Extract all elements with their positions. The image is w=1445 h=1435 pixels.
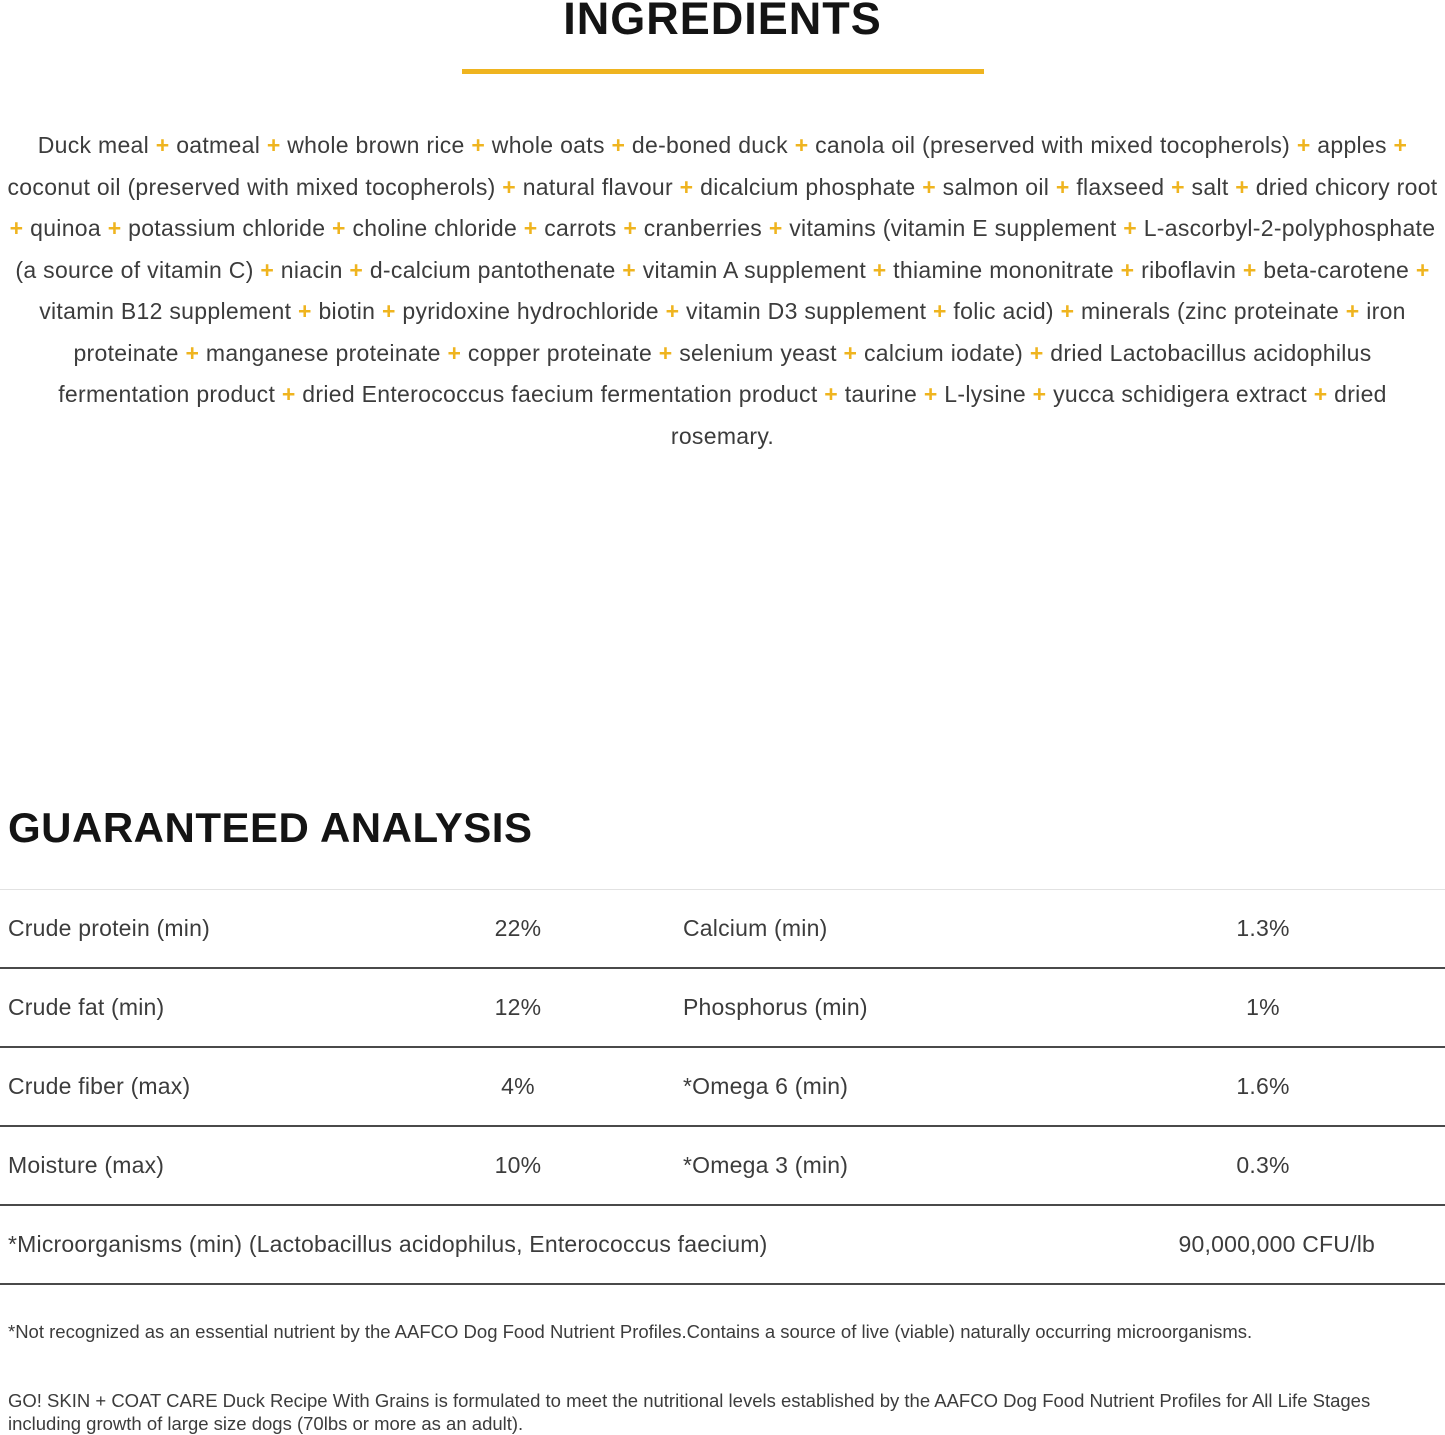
plus-separator: + — [843, 339, 858, 366]
row-value: 10% — [494, 1152, 542, 1178]
plus-separator: + — [266, 132, 281, 158]
plus-separator: + — [872, 256, 887, 283]
row-label: Crude fiber (max) — [8, 1073, 191, 1099]
plus-separator: + — [794, 132, 809, 158]
row-value: 22% — [494, 915, 542, 941]
plus-separator: + — [1032, 381, 1047, 407]
guaranteed-analysis-section — [0, 806, 1445, 1435]
plus-separator: + — [768, 215, 783, 241]
plus-separator: + — [281, 381, 296, 407]
row-label: Crude protein (min) — [8, 915, 210, 941]
plus-separator: + — [9, 215, 24, 241]
row-value: 0.3% — [1236, 1152, 1290, 1178]
plus-separator: + — [1393, 132, 1408, 158]
plus-separator: + — [447, 339, 462, 366]
plus-separator: + — [381, 298, 396, 324]
row-value: 1.6% — [1236, 1073, 1290, 1099]
plus-separator: + — [622, 256, 636, 283]
plus-separator: + — [932, 298, 947, 324]
row-value: 1.3% — [1236, 915, 1290, 941]
row-value: 4% — [501, 1073, 535, 1099]
guaranteed-analysis-title: GUARANTEED ANALYSIS — [8, 804, 533, 851]
row-label: Phosphorus (min) — [683, 994, 868, 1020]
row-value: 90,000,000 CFU/lb — [1178, 1231, 1375, 1257]
ingredients-title: INGREDIENTS — [563, 0, 882, 44]
plus-separator: + — [471, 132, 486, 158]
title-underline — [462, 69, 984, 74]
table-row — [0, 969, 1445, 1048]
plus-separator: + — [824, 381, 838, 407]
plus-separator: + — [502, 173, 517, 200]
plus-separator: + — [1171, 173, 1185, 200]
plus-separator: + — [923, 381, 938, 407]
plus-separator: + — [260, 256, 275, 283]
row-label: *Microorganisms (min) (Lactobacillus acidophilus, Enterococcus faecium) — [8, 1231, 768, 1257]
plus-separator: + — [611, 132, 626, 158]
plus-separator: + — [298, 298, 312, 324]
analysis-table — [0, 889, 1445, 1285]
row-label: *Omega 3 (min) — [683, 1152, 849, 1178]
ingredients-text: Duck meal + oatmeal + whole brown rice + whole oats + de-boned duck + canola oil (preserved with mixed tocopherols) + apples + coconut oil (preserved with mixed tocopherols) + natural flavour + dicalcium phosphate + salmon oil + flaxseed + salt + dried chicory root + quinoa + potassium chloride + choline chloride + carrots + cranberries + vitamins (vitamin E supplement + L-ascorbyl-2-polyphosphate (a source of vitamin C) + niacin + d-calcium pantothenate + vitamin A supplement + thiamine mononitrate + riboflavin + beta-carotene + vitamin B12 supplement + biotin + pyridoxine hydrochloride + vitamin D3 supplement + folic acid) + minerals (zinc proteinate + iron proteinate + manganese proteinate + copper proteinate + selenium yeast + calcium iodate) + dried Lactobacillus acidophilus fermentation product + dried Enterococcus faecium fermentation product + taurine + L-lysine + yucca schidigera extract + dried rosemary. — [7, 132, 1438, 449]
plus-separator: + — [922, 173, 936, 200]
plus-separator: + — [665, 298, 680, 324]
footnote-formulation: GO! SKIN + COAT CARE Duck Recipe With Grains is formulated to meet the nutritional levels established by the AAFCO Dog Food Nutrient Profiles for All Life Stages including growth of large size dogs (70lbs or more as an adult). — [8, 1390, 1371, 1434]
footnote-aafco: *Not recognized as an essential nutrient by the AAFCO Dog Food Nutrient Profiles.Contains a source of live (viable) naturally occurring microorganisms. — [8, 1321, 1253, 1342]
row-label: Calcium (min) — [683, 915, 828, 941]
plus-separator: + — [623, 215, 638, 241]
table-row — [0, 890, 1445, 969]
plus-separator: + — [1120, 256, 1135, 283]
plus-separator: + — [1296, 132, 1311, 158]
row-value: 1% — [1246, 994, 1280, 1020]
plus-separator: + — [523, 215, 538, 241]
plus-separator: + — [1123, 215, 1137, 241]
row-label: Moisture (max) — [8, 1152, 165, 1178]
plus-separator: + — [1235, 173, 1249, 200]
plus-separator: + — [1055, 173, 1070, 200]
table-row — [0, 1048, 1445, 1127]
ingredients-header — [0, 0, 1445, 74]
table-row-microorganisms — [0, 1206, 1445, 1285]
plus-separator: + — [1415, 256, 1430, 283]
plus-separator: + — [1060, 298, 1075, 324]
plus-separator: + — [155, 132, 170, 158]
row-label: *Omega 6 (min) — [683, 1073, 849, 1099]
plus-separator: + — [679, 173, 694, 200]
plus-separator: + — [332, 215, 346, 241]
plus-separator: + — [185, 339, 200, 366]
plus-separator: + — [1242, 256, 1257, 283]
table-row — [0, 1127, 1445, 1206]
plus-separator: + — [1029, 339, 1044, 366]
plus-separator: + — [1313, 381, 1328, 407]
plus-separator: + — [107, 215, 122, 241]
row-label: Crude fat (min) — [8, 994, 165, 1020]
plus-separator: + — [349, 256, 364, 283]
row-value: 12% — [494, 994, 542, 1020]
plus-separator: + — [1345, 298, 1360, 324]
plus-separator: + — [658, 339, 673, 366]
